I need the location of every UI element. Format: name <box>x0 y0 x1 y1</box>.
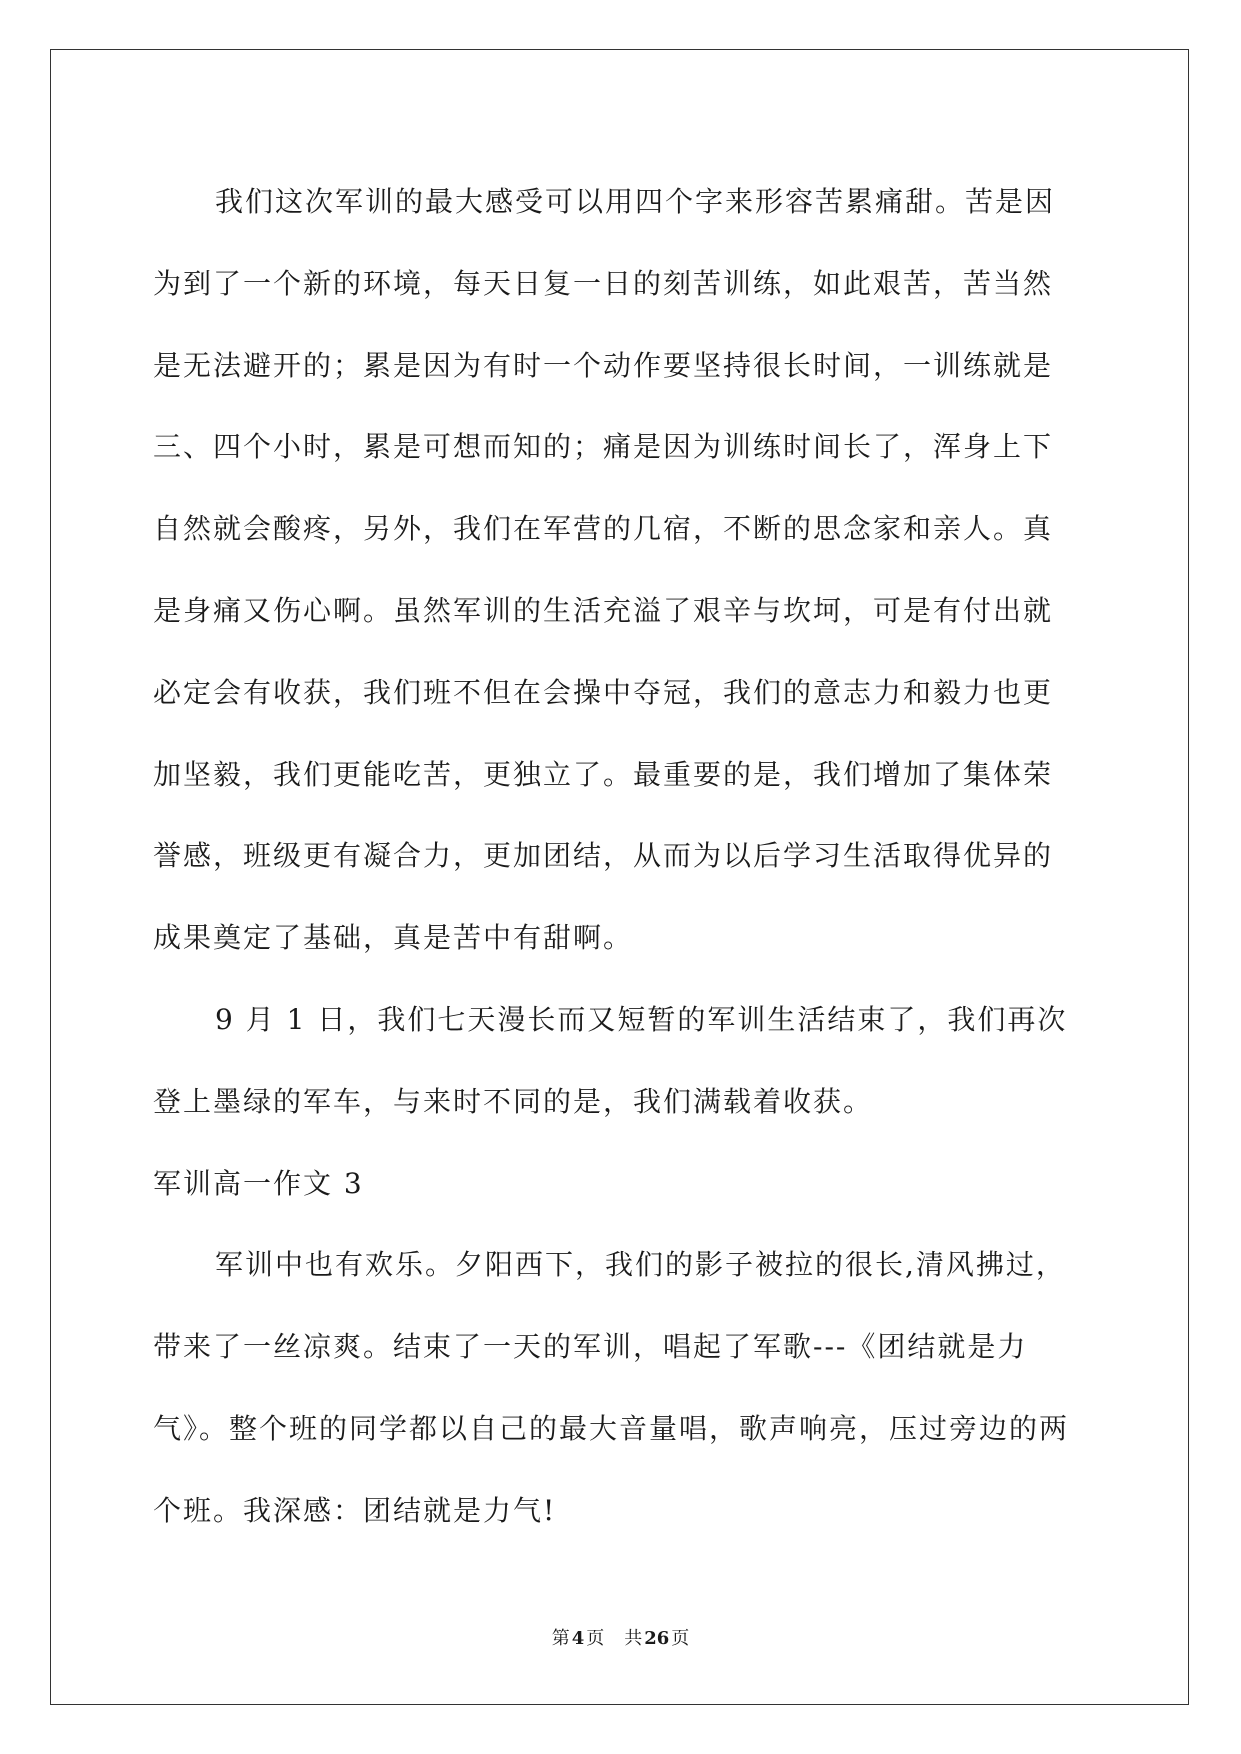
page-suffix: 页 <box>586 1628 605 1649</box>
text-line: 是无法避开的；累是因为有时一个动作要坚持很长时间，一训练就是 <box>153 348 1054 382</box>
text-line: 为到了一个新的环境，每天日复一日的刻苦训练，如此艰苦，苦当然 <box>153 266 1054 300</box>
text-line: 誉感，班级更有凝合力，更加团结，从而为以后学习生活取得优异的 <box>153 839 1054 873</box>
text-line: 成果奠定了基础，真是苦中有甜啊。 <box>153 921 634 955</box>
text-line: 是身痛又伤心啊。虽然军训的生活充溢了艰辛与坎坷，可是有付出就 <box>153 593 1054 627</box>
text-line: 加坚毅，我们更能吃苦，更独立了。最重要的是，我们增加了集体荣 <box>153 757 1054 791</box>
total-prefix: 共 <box>624 1628 643 1649</box>
document-body <box>153 161 1093 1552</box>
text-line: 带来了一丝凉爽。结束了一天的军训，唱起了军歌---《团结就是力 <box>153 1330 1028 1364</box>
page-prefix: 第 <box>551 1628 570 1649</box>
text-line: 登上墨绿的军车，与来时不同的是，我们满载着收获。 <box>153 1084 874 1118</box>
text-line: 必定会有收获，我们班不但在会操中夺冠，我们的意志力和毅力也更 <box>153 675 1054 709</box>
total-suffix: 页 <box>671 1628 690 1649</box>
text-line: 个班。我深感：团结就是力气! <box>153 1493 557 1527</box>
text-line: 气》。整个班的同学都以自己的最大音量唱，歌声响亮，压过旁边的两 <box>153 1411 1070 1445</box>
text-line: 9 月 1 日，我们七天漫长而又短暂的军训生活结束了，我们再次 <box>215 1002 1068 1036</box>
text-line: 我们这次军训的最大感受可以用四个字来形容苦累痛甜。苦是因 <box>215 185 1056 218</box>
total-page-number: 26 <box>644 1628 670 1649</box>
text-line: 军训中也有欢乐。夕阳西下，我们的影子被拉的很长,清风拂过， <box>215 1248 1066 1282</box>
paragraph-1 <box>153 161 1093 979</box>
text-line: 自然就会酸疼，另外，我们在军营的几宿，不断的思念家和亲人。真 <box>153 512 1054 546</box>
paragraph-3 <box>153 1224 1093 1551</box>
page-footer <box>0 1624 1241 1650</box>
current-page-number: 4 <box>571 1628 585 1649</box>
paragraph-2 <box>153 979 1093 1143</box>
text-line: 三、四个小时，累是可想而知的；痛是因为训练时间长了，浑身上下 <box>153 430 1054 464</box>
section-heading: 军训高一作文 3 <box>153 1166 364 1200</box>
